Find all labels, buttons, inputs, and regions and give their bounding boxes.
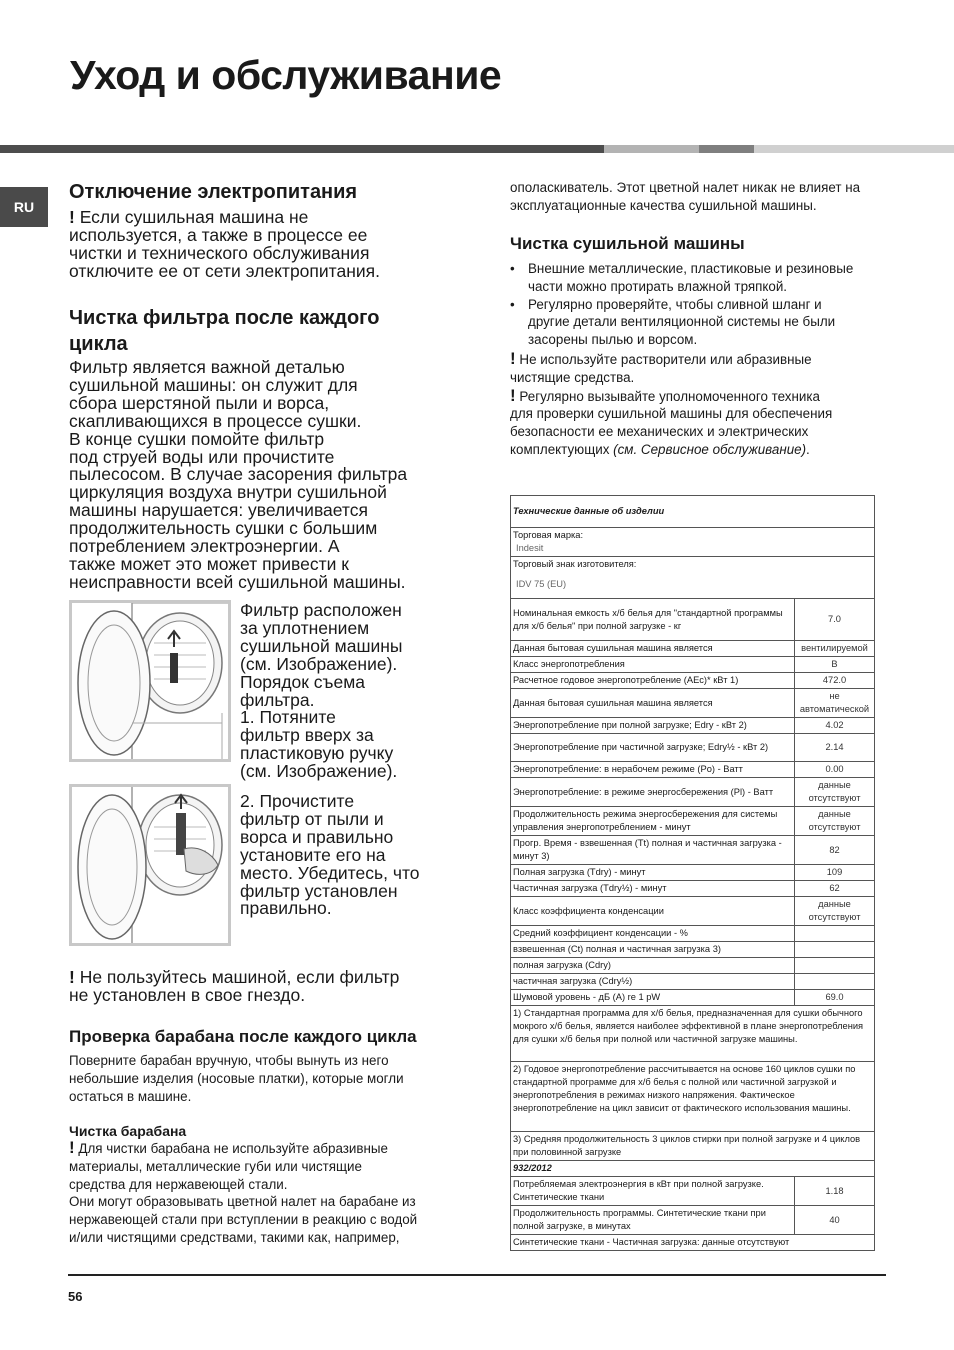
row-value: 4.02: [795, 718, 875, 734]
table-row: [511, 673, 875, 689]
row-label: Шумовой уровень - дБ (A) re 1 pW: [511, 990, 795, 1006]
footnote-cell: 3) Средняя продолжительность 3 циклов стирки при полной загрузке и 4 циклов при половинной загрузке: [511, 1132, 875, 1161]
row-value: B: [795, 657, 875, 673]
drum-cleaning-text: ! Для чистки барабана не используйте абразивные материалы, металлические губи или чистящие средства для нержавеющей стали. Они могут образовывать цветной налет на барабане из нержавеющей стали при вступлении в реакцию с водой и/или чистящими средствами, такими как, например,: [69, 1138, 418, 1245]
row-value: данные отсутствуют: [795, 807, 875, 836]
row-value: не автоматической: [795, 689, 875, 718]
drum-heading: Проверка барабана после каждого цикла: [69, 1027, 417, 1046]
row-label: Энергопотребление при полной загрузке; Edry - кВт 2): [511, 718, 795, 734]
bar-segment: [604, 145, 699, 153]
power-text: ! Если сушильная машина не используется, а также в процессе ее чистки и технического обслуживания отключите ее от сети электропитания.: [69, 207, 380, 281]
dryer-cleaning-list: [510, 260, 890, 349]
row-value: 109: [795, 865, 875, 881]
row-value: 82: [795, 836, 875, 865]
bar-segment: [754, 145, 954, 153]
filter-text: Фильтр является важной деталью сушильной машины: он служит для сбора шерстяной пыли и ворса, скапливающихся в процессе сушки. В конце сушки помойте фильтр под струей воды или прочистите пылесосом. В случае засорения фильтра циркуляция воздуха внутри сушильной машины нарушается: увеличивается продолжительность сушки с большим потреблением электроэнергии. А также может это может привести к неисправности всей сушильной машины.: [69, 357, 408, 592]
filter-step1-text: Фильтр расположен за уплотнением сушильной машины (см. Изображение). Порядок съема фильтра. 1. Потяните фильтр вверх за пластиковую ручку (см. Изображение).: [240, 600, 403, 782]
row-label: взвешенная (Ct) полная и частичная загрузка 3): [511, 942, 795, 958]
table-header: Технические данные об изделии: [511, 496, 875, 528]
table-row: [511, 942, 875, 958]
row-label: частичная загрузка (Cdry½): [511, 974, 795, 990]
brand-cell: Торговая марка: Indesit: [511, 528, 875, 557]
dryer-cleaning-heading: Чистка сушильной машины: [510, 234, 745, 253]
row-value: 1.18: [795, 1177, 875, 1206]
drum-cleaning-subheading: Чистка барабана: [69, 1123, 187, 1139]
filter-cleaning-illustration: [69, 784, 231, 946]
table-row: [511, 974, 875, 990]
table-row: [511, 1062, 875, 1132]
table-row: [511, 807, 875, 836]
row-label: Номинальная емкость х/б белья для "стандартной программы для х/б белья" при полной загрузке - кг: [511, 599, 795, 641]
synthetic-partial-cell: Синтетические ткани - Частичная загрузка: данные отсутствуют: [511, 1235, 875, 1251]
row-value: 7.0: [795, 599, 875, 641]
row-value: [795, 926, 875, 942]
table-row: [511, 1235, 875, 1251]
footnote-cell: 2) Годовое энергопотребление рассчитывается на основе 160 циклов сушки по стандартной программе для х/б белья с полной или частичной загрузкой и энергопотребления в режимах низкого напряжения. Фактическое энергопотребление на цикл зависит от фактического использования машины.: [511, 1062, 875, 1132]
row-value: 40: [795, 1206, 875, 1235]
table-row: [511, 897, 875, 926]
row-label: Продолжительность режима энергосбережения для системы управления энергопотреблением - минут: [511, 807, 795, 836]
exclamation-mark: !: [510, 385, 516, 405]
row-value: 69.0: [795, 990, 875, 1006]
table-row: [511, 958, 875, 974]
table-row: [511, 926, 875, 942]
exclamation-mark: !: [510, 349, 516, 368]
row-value: 2.14: [795, 734, 875, 762]
table-row: [511, 836, 875, 865]
model-cell: Торговый знак изготовителя: IDV 75 (EU): [511, 557, 875, 599]
table-row: [511, 734, 875, 762]
row-label: Потребляемая электроэнергия в кВт при полной загрузке. Синтетические ткани: [511, 1177, 795, 1206]
page-number: 56: [68, 1289, 83, 1304]
table-row: [511, 762, 875, 778]
row-label: Данная бытовая сушильная машина является: [511, 641, 795, 657]
row-label: Частичная загрузка (Tdry½) - минут: [511, 881, 795, 897]
filter-warning: ! Не пользуйтесь машиной, если фильтр не установлен в свое гнездо.: [69, 967, 400, 1005]
row-value: данные отсутствуют: [795, 897, 875, 926]
table-row: [511, 990, 875, 1006]
table-row: [511, 657, 875, 673]
top-color-bar: [0, 145, 954, 153]
dryer-cleaning-warnings: ! Не используйте растворители или абразивные чистящие средства. ! Регулярно вызывайте уполномоченного техника для проверки сушильной машины для обеспечения безопасности ее механических и электрических комплектующих (см. Сервисное обслуживание).: [510, 349, 833, 457]
filter-heading: Чистка фильтра после каждого цикла: [69, 307, 380, 355]
table-row: [511, 1206, 875, 1235]
row-label: Класс коэффициента конденсации: [511, 897, 795, 926]
row-value: 0.00: [795, 762, 875, 778]
row-value: [795, 974, 875, 990]
table-row: [511, 1132, 875, 1161]
row-label: Класс энергопотребления: [511, 657, 795, 673]
bottom-rule: [68, 1274, 886, 1276]
row-label: полная загрузка (Cdry): [511, 958, 795, 974]
exclamation-mark: !: [69, 1138, 75, 1157]
table-row: [511, 1006, 875, 1062]
filter-location-illustration: [69, 600, 231, 762]
bar-segment: [699, 145, 754, 153]
table-row: [511, 1161, 875, 1177]
regulation-cell: 932/2012: [511, 1161, 875, 1177]
row-label: Продолжительность программы. Синтетические ткани при полной загрузке, в минутах: [511, 1206, 795, 1235]
page-title: Уход и обслуживание: [70, 52, 502, 98]
row-label: Энергопотребление: в нерабочем режиме (Po) - Ватт: [511, 762, 795, 778]
list-item: • Регулярно проверяйте, чтобы сливной шланг и другие детали вентиляционной системы не были засорены пылью и ворсом.: [510, 296, 890, 349]
row-label: Расчетное годовое энергопотребление (AEc)* кВт 1): [511, 673, 795, 689]
row-value: 472.0: [795, 673, 875, 689]
table-row: [511, 689, 875, 718]
filter-step2-text: 2. Прочистите фильтр от пыли и ворса и правильно установите его на место. Убедитесь, что фильтр установлен правильно.: [240, 791, 420, 919]
table-row: [511, 881, 875, 897]
table-row: [511, 865, 875, 881]
footnote-cell: 1) Стандартная программа для х/б белья, предназначенная для сушки обычного мокрого х/б белья, является наиболее эффективной в плане энергопотребления для сушки х/б белья при полной или частичной загрузке машины.: [511, 1006, 875, 1062]
bar-segment: [0, 145, 604, 153]
table-row: [511, 718, 875, 734]
row-value: [795, 942, 875, 958]
table-row: [511, 599, 875, 641]
row-label: Энергопотребление при частичной загрузке; Edry½ - кВт 2): [511, 734, 795, 762]
row-label: Энергопотребление: в режиме энергосбережения (Pl) - Ватт: [511, 778, 795, 807]
continued-text: ополаскиватель. Этот цветной налет никак не влияет на эксплуатационные качества сушильной машины.: [510, 180, 861, 213]
row-label: Средний коэффициент конденсации - %: [511, 926, 795, 942]
technical-data-table: [510, 495, 875, 1251]
row-label: Данная бытовая сушильная машина является: [511, 689, 795, 718]
language-badge: RU: [0, 187, 48, 227]
row-value: [795, 958, 875, 974]
row-label: Полная загрузка (Tdry) - минут: [511, 865, 795, 881]
drum-text: Поверните барабан вручную, чтобы вынуть из него небольшие изделия (носовые платки), которые могли остаться в машине.: [69, 1053, 404, 1104]
row-value: 62: [795, 881, 875, 897]
exclamation-mark: !: [69, 207, 75, 227]
row-value: данные отсутствуют: [795, 778, 875, 807]
row-label: Прогр. Время - взвешенная (Tt) полная и частичная загрузка - минут 3): [511, 836, 795, 865]
row-value: вентилируемой: [795, 641, 875, 657]
list-item: • Внешние металлические, пластиковые и резиновые части можно протирать влажной тряпкой.: [510, 260, 890, 296]
exclamation-mark: !: [69, 967, 75, 987]
table-row: [511, 778, 875, 807]
table-row: [511, 641, 875, 657]
table-row: [511, 1177, 875, 1206]
power-heading: Отключение электропитания: [69, 181, 358, 203]
